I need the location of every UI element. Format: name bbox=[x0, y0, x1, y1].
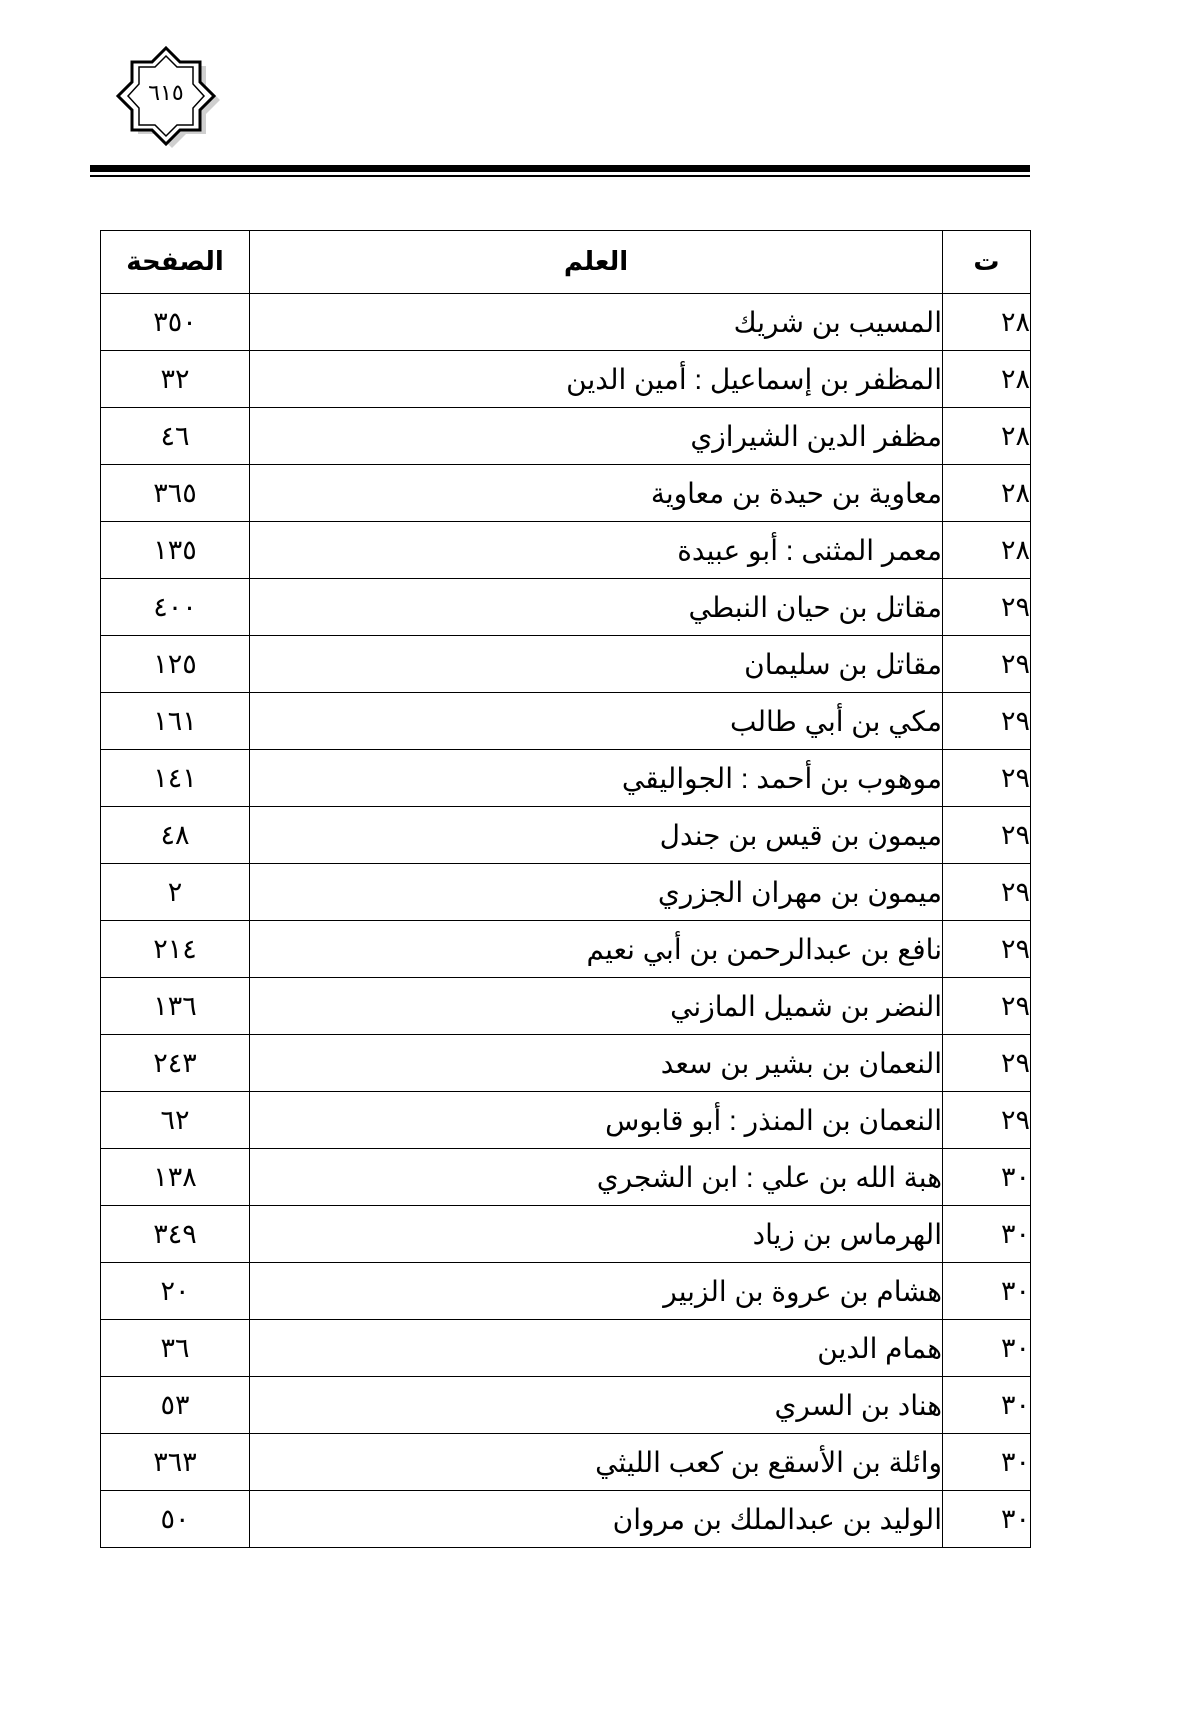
header-number: ت bbox=[943, 231, 1031, 294]
row-page: ٦٢ bbox=[101, 1092, 250, 1149]
table-row bbox=[101, 978, 1031, 1035]
row-page: ١٦١ bbox=[101, 693, 250, 750]
row-page: ٣٥٠ bbox=[101, 294, 250, 351]
row-number: ٣٠ bbox=[943, 1434, 1031, 1491]
header-name: العلم bbox=[250, 231, 943, 294]
row-page: ١٣٨ bbox=[101, 1149, 250, 1206]
table-row bbox=[101, 1320, 1031, 1377]
table-row bbox=[101, 351, 1031, 408]
row-page: ١٣٦ bbox=[101, 978, 250, 1035]
row-page: ٢ bbox=[101, 864, 250, 921]
row-name: هناد بن السري bbox=[250, 1377, 943, 1434]
page-number: ٦١٥ bbox=[148, 81, 184, 106]
row-page: ٣٦ bbox=[101, 1320, 250, 1377]
row-name: النعمان بن بشير بن سعد bbox=[250, 1035, 943, 1092]
header-page: الصفحة bbox=[101, 231, 250, 294]
row-page: ٢٤٣ bbox=[101, 1035, 250, 1092]
row-number: ٢٩ bbox=[943, 579, 1031, 636]
row-name: همام الدين bbox=[250, 1320, 943, 1377]
row-page: ٥٠ bbox=[101, 1491, 250, 1548]
row-page: ٣٦٥ bbox=[101, 465, 250, 522]
row-name: هبة الله بن علي : ابن الشجري bbox=[250, 1149, 943, 1206]
row-number: ٣٠ bbox=[943, 1149, 1031, 1206]
table-row bbox=[101, 1491, 1031, 1548]
row-number: ٢٩ bbox=[943, 693, 1031, 750]
row-name: ميمون بن مهران الجزري bbox=[250, 864, 943, 921]
row-page: ٤٨ bbox=[101, 807, 250, 864]
row-name: مظفر الدين الشيرازي bbox=[250, 408, 943, 465]
table-row bbox=[101, 921, 1031, 978]
table-row bbox=[101, 1377, 1031, 1434]
names-index-table bbox=[100, 230, 1031, 1548]
row-number: ٢٩ bbox=[943, 978, 1031, 1035]
row-number: ٢٨ bbox=[943, 465, 1031, 522]
row-name: ميمون بن قيس بن جندل bbox=[250, 807, 943, 864]
row-name: معمر المثنى : أبو عبيدة bbox=[250, 522, 943, 579]
page-number-badge bbox=[108, 46, 236, 154]
row-number: ٣٠ bbox=[943, 1206, 1031, 1263]
table-row bbox=[101, 807, 1031, 864]
row-name: المسيب بن شريك bbox=[250, 294, 943, 351]
row-number: ٢٨ bbox=[943, 351, 1031, 408]
row-name: مقاتل بن حيان النبطي bbox=[250, 579, 943, 636]
row-number: ٢٩ bbox=[943, 864, 1031, 921]
row-page: ١٣٥ bbox=[101, 522, 250, 579]
row-page: ١٤١ bbox=[101, 750, 250, 807]
header-rule-thick bbox=[90, 165, 1030, 172]
table-row bbox=[101, 693, 1031, 750]
row-number: ٢٨ bbox=[943, 522, 1031, 579]
row-number: ٢٩ bbox=[943, 921, 1031, 978]
row-page: ٤٠٠ bbox=[101, 579, 250, 636]
table-row bbox=[101, 408, 1031, 465]
row-number: ٢٩ bbox=[943, 807, 1031, 864]
table-row bbox=[101, 864, 1031, 921]
row-page: ٣٢ bbox=[101, 351, 250, 408]
row-name: مكي بن أبي طالب bbox=[250, 693, 943, 750]
row-number: ٢٩ bbox=[943, 1092, 1031, 1149]
table-header-row bbox=[101, 231, 1031, 294]
row-page: ٤٦ bbox=[101, 408, 250, 465]
row-number: ٢٩ bbox=[943, 1035, 1031, 1092]
row-number: ٢٩ bbox=[943, 750, 1031, 807]
row-name: وائلة بن الأسقع بن كعب الليثي bbox=[250, 1434, 943, 1491]
row-name: موهوب بن أحمد : الجواليقي bbox=[250, 750, 943, 807]
table-row bbox=[101, 522, 1031, 579]
table-row bbox=[101, 750, 1031, 807]
row-name: هشام بن عروة بن الزبير bbox=[250, 1263, 943, 1320]
table-row bbox=[101, 1092, 1031, 1149]
row-number: ٢٩ bbox=[943, 636, 1031, 693]
row-page: ٣٦٣ bbox=[101, 1434, 250, 1491]
row-page: ٥٣ bbox=[101, 1377, 250, 1434]
table-row bbox=[101, 1206, 1031, 1263]
row-name: النضر بن شميل المازني bbox=[250, 978, 943, 1035]
table-row bbox=[101, 465, 1031, 522]
row-number: ٣٠ bbox=[943, 1263, 1031, 1320]
row-name: معاوية بن حيدة بن معاوية bbox=[250, 465, 943, 522]
table-row bbox=[101, 579, 1031, 636]
row-page: ٢١٤ bbox=[101, 921, 250, 978]
table-row bbox=[101, 1149, 1031, 1206]
table-row bbox=[101, 1263, 1031, 1320]
table-body bbox=[101, 294, 1031, 1548]
table-row bbox=[101, 294, 1031, 351]
table-row bbox=[101, 1035, 1031, 1092]
table-row bbox=[101, 636, 1031, 693]
row-number: ٢٨ bbox=[943, 294, 1031, 351]
row-name: مقاتل بن سليمان bbox=[250, 636, 943, 693]
row-name: الوليد بن عبدالملك بن مروان bbox=[250, 1491, 943, 1548]
row-page: ٣٤٩ bbox=[101, 1206, 250, 1263]
table-row bbox=[101, 1434, 1031, 1491]
row-number: ٣٠ bbox=[943, 1320, 1031, 1377]
row-name: نافع بن عبدالرحمن بن أبي نعيم bbox=[250, 921, 943, 978]
row-name: المظفر بن إسماعيل : أمين الدين bbox=[250, 351, 943, 408]
row-page: ٢٠ bbox=[101, 1263, 250, 1320]
row-name: الهرماس بن زياد bbox=[250, 1206, 943, 1263]
row-number: ٣٠ bbox=[943, 1377, 1031, 1434]
row-page: ١٢٥ bbox=[101, 636, 250, 693]
row-number: ٢٨ bbox=[943, 408, 1031, 465]
row-number: ٣٠ bbox=[943, 1491, 1031, 1548]
header-rule-thin bbox=[90, 175, 1030, 177]
row-name: النعمان بن المنذر : أبو قابوس bbox=[250, 1092, 943, 1149]
